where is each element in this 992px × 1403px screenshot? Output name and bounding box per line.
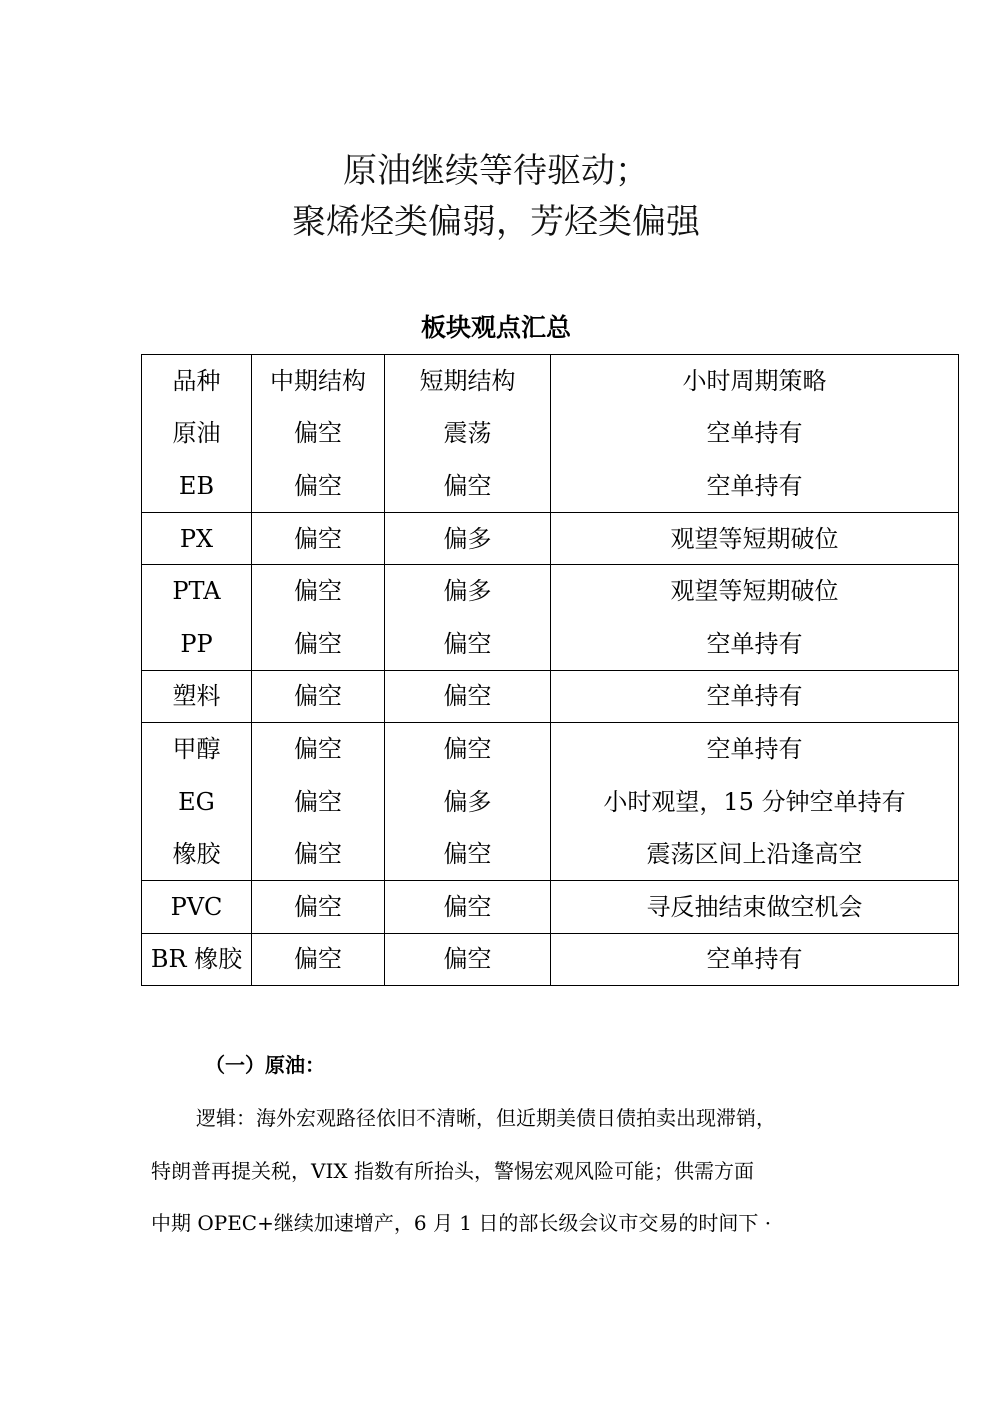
paragraph-line: 逻辑：海外宏观路径依旧不清晰，但近期美债日债拍卖出现滞销， <box>196 1106 776 1130</box>
cell-strategy: 空单持有 <box>551 670 959 723</box>
table-caption: 板块观点汇总 <box>420 313 571 342</box>
table-row <box>142 670 959 723</box>
table-row <box>142 828 959 881</box>
cell-variety: EG <box>142 775 252 828</box>
cell-variety: PTA <box>142 565 252 618</box>
cell-strategy: 空单持有 <box>551 933 959 986</box>
cell-mid-term: 偏空 <box>252 880 385 933</box>
cell-mid-term: 偏空 <box>252 933 385 986</box>
cell-mid-term: 偏空 <box>252 565 385 618</box>
cell-strategy: 空单持有 <box>551 617 959 670</box>
cell-variety: EB <box>142 460 252 513</box>
cell-short-term: 偏空 <box>385 723 551 776</box>
cell-variety: BR 橡胶 <box>142 933 252 986</box>
cell-mid-term: 偏空 <box>252 670 385 723</box>
cell-strategy: 观望等短期破位 <box>551 565 959 618</box>
cell-strategy: 震荡区间上沿逢高空 <box>551 828 959 881</box>
cell-variety: PP <box>142 617 252 670</box>
header-cell-short-term: 短期结构 <box>385 355 551 408</box>
cell-variety: 橡胶 <box>142 828 252 881</box>
cell-short-term: 偏空 <box>385 880 551 933</box>
cell-strategy: 寻反抽结束做空机会 <box>551 880 959 933</box>
header-cell-mid-term: 中期结构 <box>252 355 385 408</box>
cell-short-term: 偏空 <box>385 828 551 881</box>
table-row <box>142 617 959 670</box>
header-cell-hourly-strategy: 小时周期策略 <box>551 355 959 408</box>
cell-mid-term: 偏空 <box>252 775 385 828</box>
table-row <box>142 723 959 776</box>
cell-short-term: 偏多 <box>385 775 551 828</box>
paragraph-line: 中期 OPEC+继续加速增产，6 月 1 日的部长级会议市交易的时间下 · <box>151 1211 772 1235</box>
cell-short-term: 偏空 <box>385 460 551 513</box>
cell-short-term: 偏空 <box>385 933 551 986</box>
summary-table <box>141 354 959 986</box>
cell-variety: 甲醇 <box>142 723 252 776</box>
cell-variety: 原油 <box>142 407 252 460</box>
cell-strategy: 空单持有 <box>551 460 959 513</box>
cell-variety: 塑料 <box>142 670 252 723</box>
cell-mid-term: 偏空 <box>252 512 385 565</box>
table-row <box>142 933 959 986</box>
page-title-line-2: 聚烯烃类偏弱，芳烃类偏强 <box>292 202 700 242</box>
cell-variety: PX <box>142 512 252 565</box>
cell-strategy: 观望等短期破位 <box>551 512 959 565</box>
table-row <box>142 407 959 460</box>
cell-short-term: 偏多 <box>385 512 551 565</box>
cell-mid-term: 偏空 <box>252 828 385 881</box>
header-cell-variety: 品种 <box>142 355 252 408</box>
cell-strategy: 空单持有 <box>551 407 959 460</box>
cell-strategy: 空单持有 <box>551 723 959 776</box>
table-row <box>142 460 959 513</box>
table-row <box>142 880 959 933</box>
cell-mid-term: 偏空 <box>252 407 385 460</box>
cell-strategy: 小时观望，15 分钟空单持有 <box>551 775 959 828</box>
cell-variety: PVC <box>142 880 252 933</box>
cell-short-term: 偏多 <box>385 565 551 618</box>
page-title-line-1: 原油继续等待驱动； <box>343 151 649 191</box>
cell-short-term: 偏空 <box>385 670 551 723</box>
table-header-row <box>142 355 959 408</box>
table-row <box>142 512 959 565</box>
section-heading: （一）原油： <box>205 1053 325 1077</box>
cell-mid-term: 偏空 <box>252 617 385 670</box>
cell-short-term: 震荡 <box>385 407 551 460</box>
paragraph-line: 特朗普再提关税，VIX 指数有所抬头，警惕宏观风险可能；供需方面 <box>151 1159 754 1183</box>
table-row <box>142 565 959 618</box>
table-row <box>142 775 959 828</box>
cell-mid-term: 偏空 <box>252 723 385 776</box>
cell-mid-term: 偏空 <box>252 460 385 513</box>
cell-short-term: 偏空 <box>385 617 551 670</box>
